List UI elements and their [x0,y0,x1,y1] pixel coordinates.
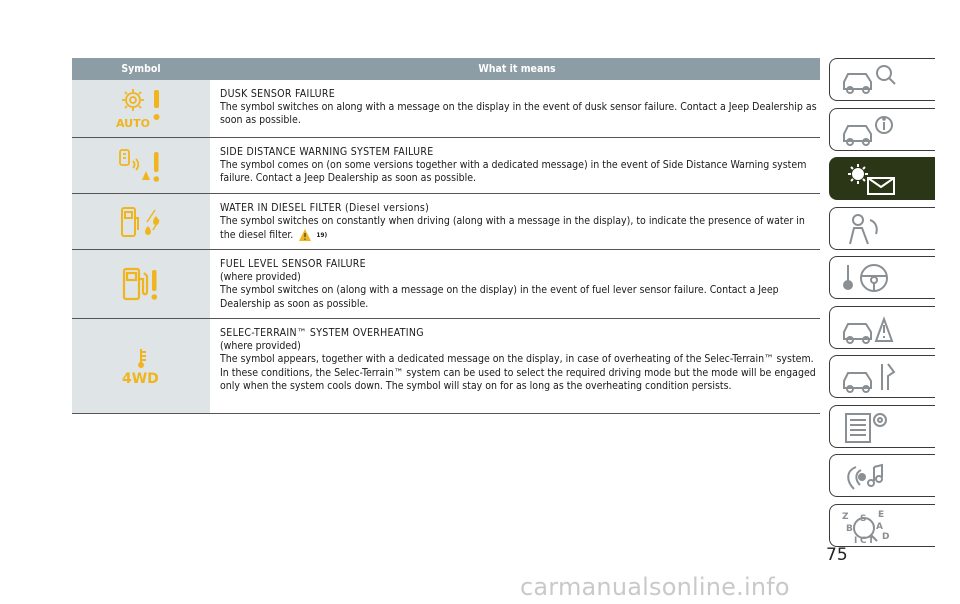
reference-number: 19) [316,230,328,239]
tab-safety[interactable] [829,207,935,250]
row-title: SELEC-TERRAIN™ SYSTEM OVERHEATING [220,327,424,339]
tab-technical-specs[interactable] [829,405,935,448]
row-qualifier: (where provided) [220,271,301,284]
4wd-overheating-icon [119,346,163,386]
tab-index[interactable] [829,504,935,547]
svg-text:E: E [878,509,885,520]
diesel-filter-water-icon [119,204,163,240]
row-qualifier: (where provided) [220,340,301,353]
table-row [72,80,820,138]
tab-multimedia[interactable] [829,454,935,497]
meaning-cell [210,138,820,193]
row-body: The symbol switches on (along with a message on the display) in the event of fuel lever sensor failure. Contact a Jeep Dealership as soon as possible. [220,284,779,310]
table-row [72,250,820,319]
symbol-cell [72,319,210,413]
row-body: The symbol appears, together with a dedicated message on the display, in case of overheating of the Selec-Terrain™ system. In these conditions, the Selec-Terrain™ system can be used to select the required driving mode but the mode will be engaged only when the system cools down. The symbol will stay on for as long as the overheating condition persists. [220,353,816,392]
warning-person-icon [298,228,312,242]
side-distance-warning-icon [118,148,164,184]
warning-lights-table [72,58,820,414]
svg-text:I: I [854,535,858,545]
table-row [72,319,820,414]
symbol-cell [72,250,210,318]
chapter-tabs [829,58,935,553]
tab-getting-to-know[interactable] [829,58,935,101]
svg-text:S: S [860,513,867,524]
svg-text:B: B [846,523,853,534]
row-title: FUEL LEVEL SENSOR FAILURE [220,258,366,270]
car-info-icon [840,113,904,147]
header-meaning: What it means [478,63,556,75]
row-body [220,215,820,242]
tab-emergency[interactable] [829,306,935,349]
row-body: The symbol comes on (on some versions together with a dedicated message) in the event of Side Distance Warning system failure. Contact a Jeep Dealership as soon as possible. [220,159,807,185]
page-number: 75 [826,545,848,565]
auto-dusk-sensor-icon [112,87,170,131]
symbol-cell [72,80,210,137]
multimedia-icon [840,459,904,493]
symbol-cell [72,194,210,249]
car-crash-warning-icon [840,311,904,345]
specs-gear-icon [840,410,904,444]
tab-warning-lights[interactable] [829,157,935,200]
car-service-icon [840,360,904,394]
svg-text:D: D [882,531,890,542]
symbol-cell [72,138,210,193]
steering-wheel-icon [840,261,904,295]
row-title: WATER IN DIESEL FILTER (Diesel versions) [220,202,430,214]
meaning-cell [210,319,820,413]
row-title: DUSK SENSOR FAILURE [220,88,336,100]
tab-starting-driving[interactable] [829,256,935,299]
meaning-cell [210,250,820,318]
tab-instrument-info[interactable] [829,108,935,151]
table-row [72,138,820,194]
meaning-cell [210,194,820,249]
svg-text:Z: Z [842,511,849,522]
svg-text:AUTO: AUTO [116,116,150,130]
svg-text:T: T [868,535,875,545]
warning-lights-icon [840,162,904,196]
svg-text:C: C [860,535,867,545]
svg-text:4WD: 4WD [122,371,159,386]
watermark: carmanualsonline.info [520,573,790,601]
table-row [72,194,820,250]
reference-note [298,228,327,242]
table-header [72,58,820,80]
svg-text:A: A [876,521,883,532]
tab-servicing[interactable] [829,355,935,398]
fuel-level-sensor-icon [121,264,161,304]
car-magnifier-icon [840,63,904,97]
header-symbol: Symbol [121,63,161,75]
meaning-cell [210,80,820,137]
row-title: SIDE DISTANCE WARNING SYSTEM FAILURE [220,146,434,158]
airbag-person-icon [840,212,904,246]
row-body: The symbol switches on along with a message on the display in the event of dusk sensor failure. Contact a Jeep Dealership as soon as possible. [220,101,817,127]
alphabetical-index-icon [840,509,904,545]
row-body-text: The symbol switches on constantly when driving (along with a message in the display), to indicate the presence of water in the diesel filter. [220,215,805,242]
